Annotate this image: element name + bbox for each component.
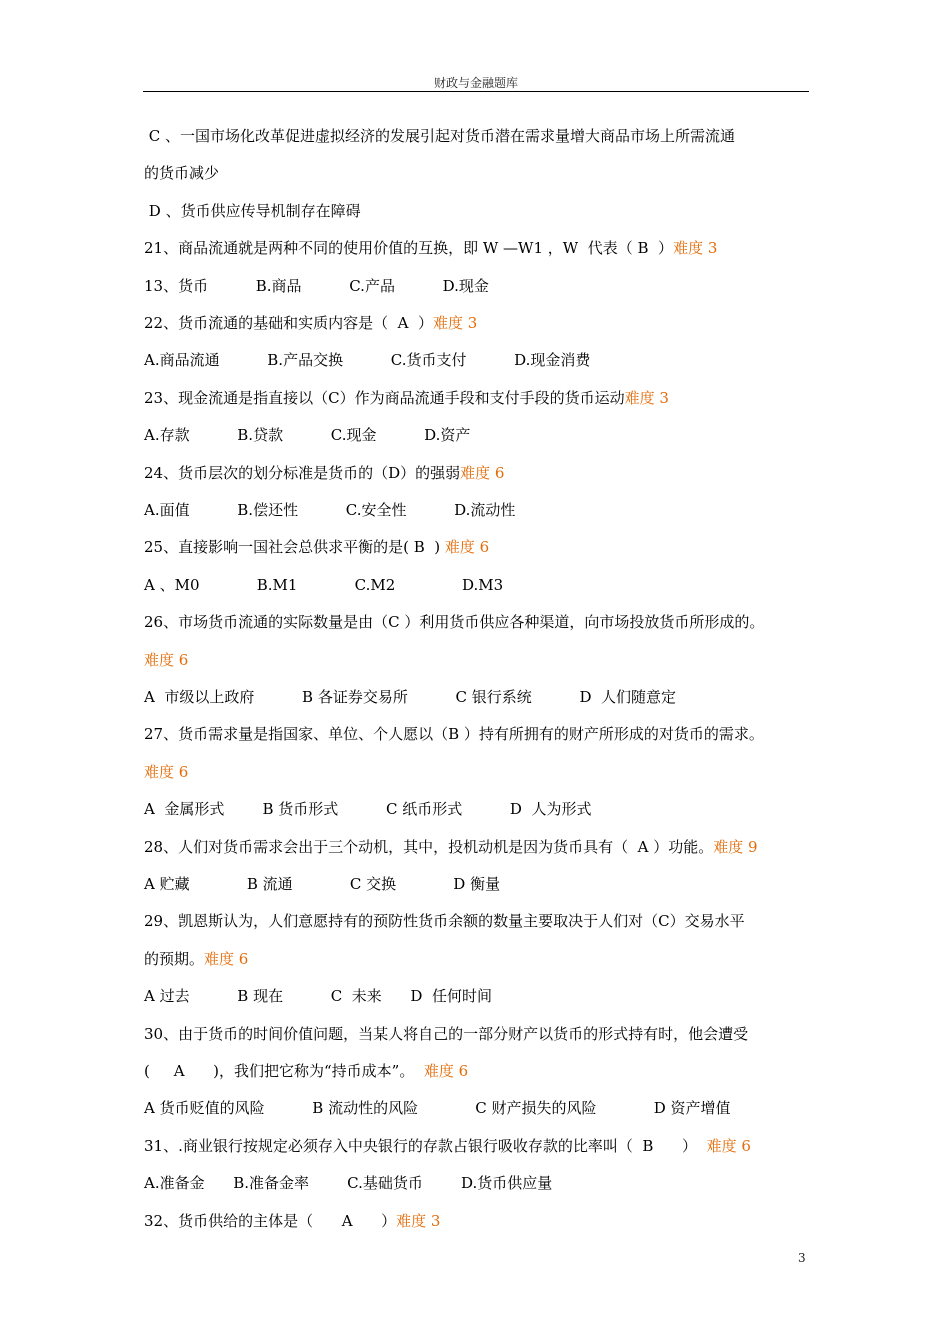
text-line [144, 874, 500, 894]
line-text: 13、货币 B.商品 C.产品 D.现金 [144, 276, 489, 295]
text-line [144, 463, 504, 483]
text-line [144, 1211, 440, 1231]
difficulty-tag: 难度 6 [144, 650, 189, 669]
line-text: 26、市场货币流通的实际数量是由（C ）利用货币供应各种渠道，向市场投放货币所形成的。 [144, 613, 765, 632]
text-line [144, 687, 676, 707]
line-text: A.准备金 B.准备金率 C.基础货币 D.货币供应量 [144, 1174, 553, 1193]
text-line [144, 425, 470, 445]
text-line [144, 724, 764, 744]
line-text: 31、.商业银行按规定必须存入中央银行的存款占银行吸收存款的比率叫（ B ） [144, 1136, 707, 1155]
line-text: ( A )，我们把它称为“持币成本”。 [144, 1062, 424, 1080]
line-text: 29、凯恩斯认为，人们意愿持有的预防性货币余额的数量主要取决于人们对（C）交易水平 [144, 912, 745, 931]
text-line [144, 500, 515, 520]
page-number: 3 [798, 1251, 806, 1265]
line-text: 32、货币供给的主体是（ A ） [144, 1211, 397, 1230]
text-line [144, 313, 477, 333]
line-text: 28、人们对货币需求会出于三个动机，其中，投机动机是因为货币具有（ A ）功能。 [144, 837, 714, 856]
text-line [144, 911, 745, 931]
text-line [144, 612, 764, 632]
text-line [144, 201, 361, 221]
line-text: D 、货币供应传导机制存在障碍 [144, 201, 361, 220]
line-text: 21、商品流通就是两种不同的使用价值的互换，即 W —W1 ，W 代表（ B ） [144, 239, 674, 258]
text-line [144, 276, 489, 296]
line-text: A.面值 B.偿还性 C.安全性 D.流动性 [144, 501, 516, 519]
difficulty-tag: 难度 6 [706, 1136, 751, 1155]
line-text: A 贮藏 B 流通 C 交换 D 衡量 [144, 875, 501, 893]
text-line [144, 1173, 552, 1193]
text-line [144, 1136, 751, 1156]
line-text: 的预期。 [144, 949, 205, 968]
line-text: C 、一国市场化改革促进虚拟经济的发展引起对货币潜在需求量增大商品市场上所需流通 [144, 127, 736, 145]
difficulty-tag: 难度 3 [396, 1211, 441, 1230]
line-text: A 金属形式 B 货币形式 C 纸币形式 D 人为形式 [144, 800, 592, 819]
text-line [144, 762, 188, 782]
difficulty-tag: 难度 6 [204, 949, 249, 968]
text-line [144, 837, 758, 857]
text-line [144, 537, 489, 557]
text-line [144, 163, 219, 183]
difficulty-tag: 难度 9 [713, 837, 758, 856]
line-text: 30、由于货币的时间价值问题，当某人将自己的一部分财产以货币的形式持有时，他会遭受 [144, 1024, 749, 1043]
line-text: A.存款 B.贷款 C.现金 D.资产 [144, 426, 471, 445]
line-text: A 、M0 B.M1 C.M2 D.M3 [144, 575, 504, 594]
text-line [144, 388, 669, 408]
text-line [144, 986, 492, 1006]
text-line [144, 949, 248, 969]
difficulty-tag: 难度 3 [433, 314, 478, 332]
line-text: 的货币减少 [144, 164, 220, 183]
text-line [144, 238, 717, 258]
line-text: 27、货币需求量是指国家、单位、个人愿以（B ）持有所拥有的财产所形成的对货币的需求。 [144, 725, 764, 744]
difficulty-tag: 难度 6 [460, 463, 505, 482]
header-divider [143, 91, 809, 92]
line-text: 24、货币层次的划分标准是货币的（D）的强弱 [144, 463, 461, 482]
text-line [144, 1061, 468, 1081]
line-text: A 货币贬值的风险 B 流动性的风险 C 财产损失的风险 D 资产增值 [144, 1099, 731, 1118]
page-header-title: 财政与金融题库 [433, 76, 518, 90]
text-line [144, 350, 590, 370]
line-text: A.商品流通 B.产品交换 C.货币支付 D.现金消费 [144, 351, 591, 370]
difficulty-tag: 难度 6 [144, 762, 189, 781]
line-text: 22、货币流通的基础和实质内容是（ A ） [144, 314, 433, 332]
text-line [144, 1098, 731, 1118]
difficulty-tag: 难度 6 [444, 538, 490, 557]
line-text: A 市级以上政府 B 各证券交易所 C 银行系统 D 人们随意定 [144, 688, 677, 706]
difficulty-tag: 难度 3 [624, 388, 669, 407]
line-text: A 过去 B 现在 C 未来 D 任何时间 [144, 987, 492, 1006]
text-line [144, 126, 735, 146]
text-line [144, 799, 591, 819]
difficulty-tag: 难度 6 [423, 1062, 469, 1080]
line-text: 25、直接影响一国社会总供求平衡的是( B ) [144, 538, 445, 557]
line-text: 23、现金流通是指直接以（C）作为商品流通手段和支付手段的货币运动 [144, 388, 625, 407]
difficulty-tag: 难度 3 [673, 239, 718, 258]
text-line [144, 575, 503, 595]
text-line [144, 1024, 748, 1044]
text-line [144, 650, 188, 670]
